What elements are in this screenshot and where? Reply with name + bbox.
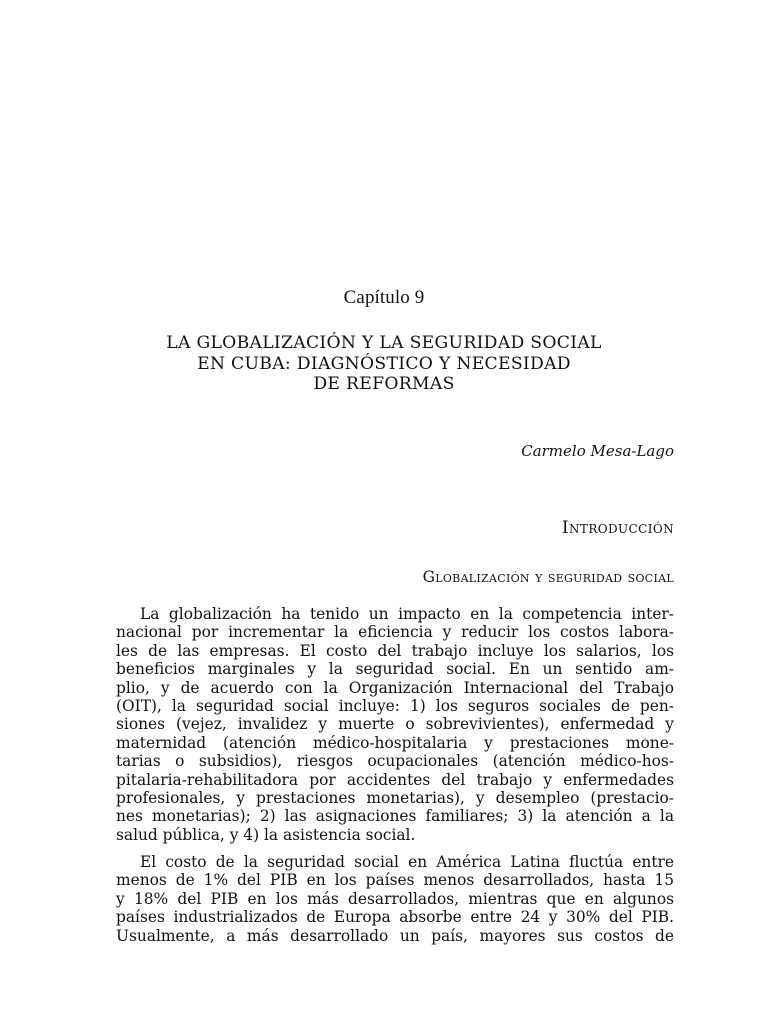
text-line: menos de 1% del PIB en los países menos desarrollados, hasta 15 bbox=[116, 871, 674, 890]
text-line: nes monetarias); 2) las asignaciones familiares; 3) la atención a la bbox=[116, 807, 674, 826]
text-line: profesionales, y prestaciones monetarias), y desempleo (prestacio- bbox=[116, 788, 674, 807]
text-line: nacional por incrementar la eficiencia y reducir los costos labora- bbox=[116, 623, 674, 642]
paragraph-gap bbox=[116, 844, 674, 853]
chapter-label: Capítulo 9 bbox=[343, 287, 425, 308]
title-line: LA GLOBALIZACIÓN Y LA SEGURIDAD SOCIAL bbox=[166, 333, 602, 353]
text-line: El costo de la seguridad social en América Latina fluctúa entre bbox=[140, 853, 674, 872]
section-heading: Introducción bbox=[561, 518, 674, 538]
text-line: tarias o subsidios), riesgos ocupacionales (atención médico-hos- bbox=[116, 752, 674, 771]
text-line: Usualmente, a más desarrollado un país, mayores sus costos de bbox=[116, 926, 674, 945]
text-line: países industrializados de Europa absorbe entre 24 y 30% del PIB. bbox=[116, 908, 674, 927]
text-line: pitalaria-rehabilitadora por accidentes del trabajo y enfermedades bbox=[116, 770, 674, 789]
text-line: (OIT), la seguridad social incluye: 1) los seguros sociales de pen- bbox=[116, 696, 674, 715]
text-line: beneficios marginales y la seguridad social. En un sentido am- bbox=[116, 660, 674, 679]
text-line: y 18% del PIB en los más desarrollados, mientras que en algunos bbox=[116, 889, 674, 908]
author-name: Carmelo Mesa-Lago bbox=[521, 442, 674, 460]
text-line: La globalización ha tenido un impacto en la competencia inter- bbox=[140, 605, 674, 623]
paragraph bbox=[116, 605, 674, 844]
text-line: les de las empresas. El costo del trabajo incluye los salarios, los bbox=[116, 641, 674, 660]
subsection-heading: Globalización y seguridad social bbox=[422, 568, 674, 586]
chapter-title bbox=[100, 333, 668, 395]
title-line: DE REFORMAS bbox=[313, 374, 455, 394]
body-text bbox=[116, 605, 674, 945]
text-line: salud pública, y 4) la asistencia social. bbox=[116, 825, 416, 844]
text-line: maternidad (atención médico-hospitalaria y prestaciones mone- bbox=[116, 733, 674, 752]
title-line: EN CUBA: DIAGNÓSTICO Y NECESIDAD bbox=[197, 353, 571, 374]
text-line: siones (vejez, invalidez y muerte o sobrevivientes), enfermedad y bbox=[116, 715, 674, 734]
paragraph bbox=[116, 853, 674, 945]
text-line: plio, y de acuerdo con la Organización Internacional del Trabajo bbox=[116, 678, 674, 697]
